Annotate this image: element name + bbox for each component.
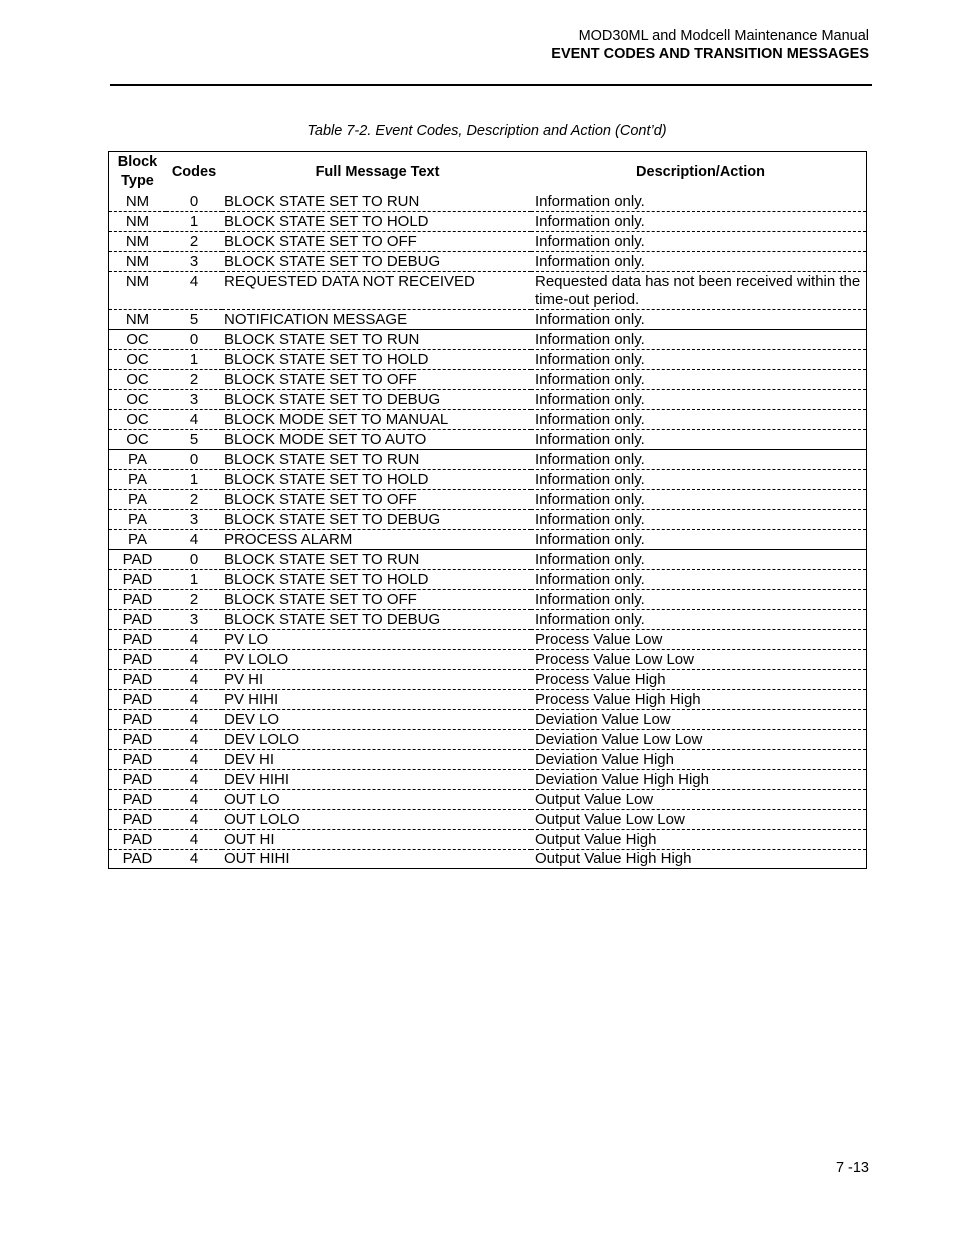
description-cell: Output Value High: [531, 830, 867, 850]
block-type-cell: PAD: [109, 630, 167, 650]
block-type-cell: NM: [109, 272, 167, 310]
message-cell: DEV LOLO: [222, 730, 531, 750]
table-row: [109, 670, 867, 690]
message-cell: PV LO: [222, 630, 531, 650]
description-cell: Information only.: [531, 212, 867, 232]
code-cell: 4: [166, 790, 222, 810]
description-cell: Information only.: [531, 310, 867, 330]
description-cell: Process Value High: [531, 670, 867, 690]
message-cell: BLOCK STATE SET TO HOLD: [222, 470, 531, 490]
block-type-cell: PAD: [109, 590, 167, 610]
block-type-cell: PAD: [109, 570, 167, 590]
table-row: [109, 252, 867, 272]
block-type-cell: PAD: [109, 790, 167, 810]
code-cell: 4: [166, 650, 222, 670]
table-row: [109, 192, 867, 212]
description-cell: Process Value Low: [531, 630, 867, 650]
code-cell: 4: [166, 810, 222, 830]
code-cell: 3: [166, 252, 222, 272]
description-cell: Information only.: [531, 550, 867, 570]
code-cell: 4: [166, 530, 222, 550]
col-header-description: Description/Action: [636, 164, 765, 180]
table-row: [109, 450, 867, 470]
block-type-cell: OC: [109, 370, 167, 390]
section-title: EVENT CODES AND TRANSITION MESSAGES: [551, 46, 869, 62]
table-row: [109, 810, 867, 830]
table-caption: Table 7-2. Event Codes, Description and Action (Cont’d): [307, 123, 667, 139]
table-row: [109, 830, 867, 850]
description-cell: Information only.: [531, 350, 867, 370]
block-type-cell: PAD: [109, 690, 167, 710]
code-cell: 1: [166, 470, 222, 490]
message-cell: BLOCK STATE SET TO HOLD: [222, 350, 531, 370]
code-cell: 0: [166, 330, 222, 350]
code-cell: 4: [166, 750, 222, 770]
header-rule: [110, 84, 872, 86]
description-cell: Information only.: [531, 232, 867, 252]
table-row: [109, 790, 867, 810]
table-row: [109, 470, 867, 490]
code-cell: 3: [166, 390, 222, 410]
message-cell: OUT HI: [222, 830, 531, 850]
description-cell: Process Value Low Low: [531, 650, 867, 670]
block-type-cell: PAD: [109, 750, 167, 770]
message-cell: BLOCK STATE SET TO DEBUG: [222, 390, 531, 410]
code-cell: 2: [166, 370, 222, 390]
message-cell: PV LOLO: [222, 650, 531, 670]
code-cell: 1: [166, 350, 222, 370]
message-cell: BLOCK STATE SET TO RUN: [222, 192, 531, 212]
description-cell: Deviation Value High: [531, 750, 867, 770]
description-cell: Information only.: [531, 610, 867, 630]
description-cell: Information only.: [531, 390, 867, 410]
table-body: [109, 192, 867, 869]
description-cell: Information only.: [531, 430, 867, 450]
message-cell: BLOCK STATE SET TO DEBUG: [222, 510, 531, 530]
description-cell: Information only.: [531, 570, 867, 590]
description-cell: Information only.: [531, 450, 867, 470]
description-cell: Output Value High High: [535, 850, 692, 867]
block-type-cell: OC: [109, 330, 167, 350]
message-cell: PROCESS ALARM: [222, 530, 531, 550]
code-cell: 0: [166, 192, 222, 212]
block-type-cell: PAD: [109, 710, 167, 730]
description-cell: Information only.: [531, 410, 867, 430]
description-cell: Requested data has not been received within the time-out period.: [531, 272, 867, 310]
block-type-cell: OC: [109, 410, 167, 430]
message-cell: OUT LOLO: [222, 810, 531, 830]
message-cell: BLOCK MODE SET TO MANUAL: [222, 410, 531, 430]
block-type-cell: PA: [109, 510, 167, 530]
table-header-row: [109, 152, 867, 193]
description-cell: Information only.: [531, 252, 867, 272]
table-row: [109, 850, 867, 869]
description-cell: Information only.: [531, 590, 867, 610]
code-cell: 1: [166, 570, 222, 590]
table-row: [109, 212, 867, 232]
block-type-cell: NM: [109, 212, 167, 232]
table-row: [109, 310, 867, 330]
message-cell: BLOCK STATE SET TO RUN: [222, 330, 531, 350]
description-cell: Information only.: [531, 470, 867, 490]
table-row: [109, 550, 867, 570]
message-cell: BLOCK STATE SET TO HOLD: [222, 212, 531, 232]
block-type-cell: OC: [109, 390, 167, 410]
table-row: [109, 570, 867, 590]
table-row: [109, 710, 867, 730]
description-cell: Output Value Low Low: [531, 810, 867, 830]
block-type-cell: PAD: [122, 850, 153, 867]
table-row: [109, 410, 867, 430]
block-type-cell: NM: [109, 192, 167, 212]
code-cell: 5: [166, 310, 222, 330]
message-cell: BLOCK STATE SET TO DEBUG: [222, 252, 531, 272]
code-cell: 4: [166, 830, 222, 850]
table-row: [109, 390, 867, 410]
col-header-codes: Codes: [171, 164, 217, 180]
block-type-cell: PA: [109, 470, 167, 490]
table-row: [109, 610, 867, 630]
code-cell: 0: [166, 450, 222, 470]
message-cell: BLOCK STATE SET TO HOLD: [222, 570, 531, 590]
table-row: [109, 770, 867, 790]
message-cell: BLOCK STATE SET TO OFF: [222, 490, 531, 510]
table-row: [109, 330, 867, 350]
message-cell: NOTIFICATION MESSAGE: [222, 310, 531, 330]
block-type-cell: NM: [109, 232, 167, 252]
code-cell: 4: [166, 272, 222, 310]
table-row: [109, 510, 867, 530]
table-row: [109, 650, 867, 670]
message-cell: BLOCK STATE SET TO OFF: [222, 232, 531, 252]
code-cell: 4: [166, 770, 222, 790]
block-type-cell: PAD: [109, 730, 167, 750]
description-cell: Deviation Value High High: [531, 770, 867, 790]
message-cell: DEV HI: [222, 750, 531, 770]
col-header-block-type: Block Type: [117, 154, 158, 189]
code-cell: 4: [166, 710, 222, 730]
description-cell: Output Value Low: [531, 790, 867, 810]
table-row: [109, 490, 867, 510]
description-cell: Deviation Value Low: [531, 710, 867, 730]
block-type-cell: NM: [109, 252, 167, 272]
page-number: 7 -13: [835, 1160, 869, 1176]
code-cell: 4: [166, 730, 222, 750]
code-cell: 4: [189, 850, 199, 867]
table-row: [109, 590, 867, 610]
block-type-cell: PAD: [109, 830, 167, 850]
code-cell: 5: [166, 430, 222, 450]
message-cell: REQUESTED DATA NOT RECEIVED: [222, 272, 531, 310]
code-cell: 4: [166, 410, 222, 430]
description-cell: Information only.: [531, 192, 867, 212]
code-cell: 2: [166, 490, 222, 510]
message-cell: BLOCK STATE SET TO DEBUG: [222, 610, 531, 630]
block-type-cell: PAD: [109, 650, 167, 670]
block-type-cell: PA: [109, 530, 167, 550]
code-cell: 3: [166, 610, 222, 630]
block-type-cell: PAD: [109, 810, 167, 830]
message-cell: OUT HIHI: [224, 850, 290, 867]
event-codes-table: [108, 151, 867, 869]
table-row: [109, 430, 867, 450]
message-cell: DEV LO: [222, 710, 531, 730]
block-type-cell: PA: [109, 490, 167, 510]
description-cell: Information only.: [531, 530, 867, 550]
table-row: [109, 630, 867, 650]
code-cell: 0: [166, 550, 222, 570]
block-type-cell: PAD: [109, 670, 167, 690]
table-row: [109, 750, 867, 770]
block-type-cell: OC: [109, 350, 167, 370]
description-cell: Information only.: [531, 370, 867, 390]
table-row: [109, 232, 867, 252]
table-row: [109, 730, 867, 750]
description-cell: Information only.: [531, 490, 867, 510]
code-cell: 1: [166, 212, 222, 232]
message-cell: PV HIHI: [222, 690, 531, 710]
message-cell: BLOCK STATE SET TO RUN: [222, 550, 531, 570]
table-row: [109, 350, 867, 370]
message-cell: BLOCK STATE SET TO OFF: [222, 370, 531, 390]
description-cell: Information only.: [531, 330, 867, 350]
message-cell: BLOCK MODE SET TO AUTO: [222, 430, 531, 450]
table-row: [109, 272, 867, 310]
code-cell: 3: [166, 510, 222, 530]
table-row: [109, 690, 867, 710]
code-cell: 2: [166, 590, 222, 610]
message-cell: PV HI: [222, 670, 531, 690]
message-cell: DEV HIHI: [222, 770, 531, 790]
code-cell: 4: [166, 690, 222, 710]
code-cell: 4: [166, 630, 222, 650]
description-cell: Information only.: [531, 510, 867, 530]
block-type-cell: PAD: [109, 770, 167, 790]
block-type-cell: PA: [109, 450, 167, 470]
message-cell: BLOCK STATE SET TO OFF: [222, 590, 531, 610]
block-type-cell: OC: [109, 430, 167, 450]
description-cell: Process Value High High: [531, 690, 867, 710]
col-header-message: Full Message Text: [315, 164, 440, 180]
manual-title: MOD30ML and Modcell Maintenance Manual: [578, 28, 869, 44]
block-type-cell: NM: [109, 310, 167, 330]
table-row: [109, 530, 867, 550]
block-type-cell: PAD: [109, 550, 167, 570]
message-cell: BLOCK STATE SET TO RUN: [222, 450, 531, 470]
message-cell: OUT LO: [222, 790, 531, 810]
code-cell: 2: [166, 232, 222, 252]
description-cell: Deviation Value Low Low: [531, 730, 867, 750]
code-cell: 4: [166, 670, 222, 690]
block-type-cell: PAD: [109, 610, 167, 630]
table-row: [109, 370, 867, 390]
